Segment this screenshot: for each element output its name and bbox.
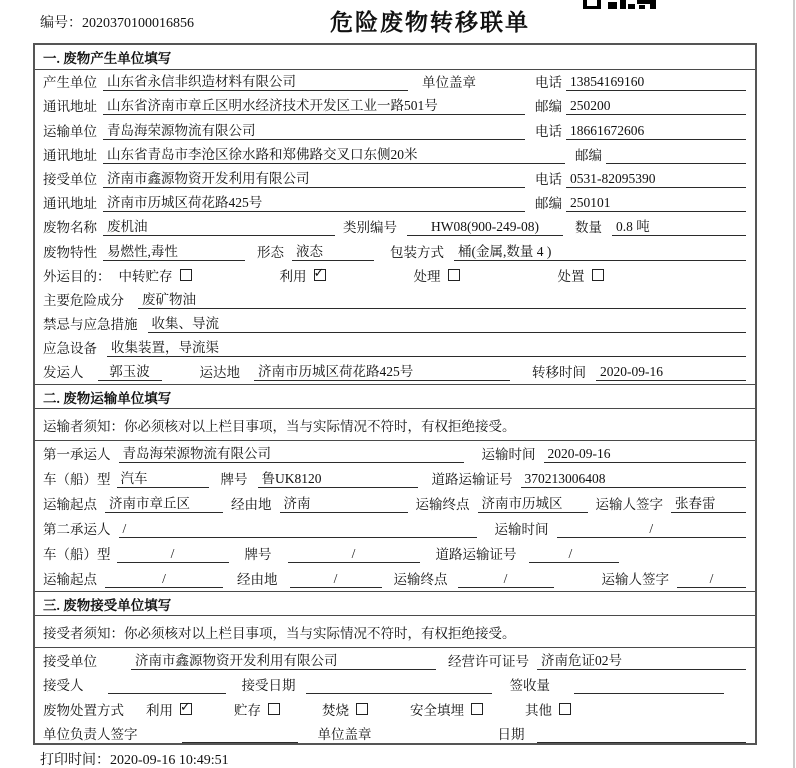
carrier1-value: 青岛海荣源物流有限公司	[119, 442, 464, 463]
plate1-value: 鲁UK8120	[258, 467, 418, 488]
qr-code-fragment	[583, 0, 657, 11]
vehicle2-row	[35, 541, 755, 566]
checkbox	[180, 269, 192, 281]
vehicle-type-label: 车（船）型	[43, 472, 111, 488]
checkbox	[559, 703, 571, 715]
transport-time1-value: 2020-09-16	[544, 446, 747, 463]
waste-name-label: 废物名称	[43, 220, 97, 236]
emergency-measures-row	[35, 312, 755, 336]
checkbox	[592, 269, 604, 281]
license-label: 经营许可证号	[448, 653, 529, 669]
taboo-value: 收集、导流	[148, 312, 747, 333]
checkbox	[314, 269, 326, 281]
transporter-sign-label: 运输人签字	[601, 572, 669, 588]
disposal-option-other: 其他	[525, 699, 571, 719]
receiver-address-value: 济南市历城区荷花路425号	[103, 191, 525, 212]
end1-value: 济南市历城区	[478, 492, 588, 513]
checkbox	[180, 703, 192, 715]
accept-date-value	[306, 677, 492, 694]
characteristics-value: 易燃性,毒性	[103, 240, 245, 261]
transporter-sign1-value: 张春雷	[671, 492, 746, 513]
quantity-label: 数量	[575, 220, 602, 236]
date-label: 日期	[497, 727, 525, 743]
section2-body	[35, 441, 755, 591]
transporter-zip-value	[606, 147, 746, 164]
section2-notice: 运输者须知：你必须核对以上栏目事项，当与实际情况不符时，有权拒绝接受。	[35, 409, 755, 441]
accept-unit-value: 济南市鑫源物资开发利用有限公司	[131, 649, 436, 670]
quantity-value: 0.8 吨	[612, 215, 746, 236]
section3-notice: 接受者须知：你必须核对以上栏目事项，当与实际情况不符时，有权拒绝接受。	[35, 616, 755, 648]
origin-label: 运输起点	[43, 497, 97, 513]
purpose-option-treat: 处理	[414, 265, 460, 285]
receiver-value: 济南市鑫源物资开发利用有限公司	[103, 167, 525, 188]
via-label: 经由地	[231, 497, 272, 513]
disposal-method-row	[35, 697, 755, 722]
purpose-option-dispose: 处置	[558, 265, 604, 285]
carrier2-value: /	[119, 521, 477, 538]
transporter-address-value: 山东省青岛市李沧区徐水路和郑佛路交叉口东侧20米	[103, 143, 565, 164]
transporter-phone-value: 18661672606	[566, 123, 746, 140]
purpose-option-utilize: 利用 ✓	[280, 265, 326, 285]
shipper-label: 发运人	[43, 365, 84, 381]
hazard-label: 主要危险成分	[43, 292, 124, 308]
disposal-option-landfill: 安全填埋	[410, 699, 483, 719]
section3-heading: 三. 废物接受单位填写	[35, 591, 755, 616]
license-value: 济南危证02号	[537, 649, 746, 670]
receiver-zip-value: 250101	[566, 195, 746, 212]
producer-zip-value: 250200	[566, 98, 746, 115]
shipper-row	[35, 360, 755, 384]
shipper-value: 郭玉波	[98, 360, 162, 381]
zip-label: 邮编	[535, 99, 562, 115]
waste-name-row	[35, 215, 755, 239]
road-permit-label: 道路运输证号	[431, 472, 513, 488]
transporter-sign2-value: /	[677, 571, 746, 588]
manifest-form	[33, 43, 757, 745]
plate-label: 牌号	[220, 472, 248, 488]
hazard-components-row	[35, 288, 755, 312]
phone-label: 电话	[535, 123, 562, 139]
origin-label: 运输起点	[43, 572, 97, 588]
origin2-value: /	[105, 571, 223, 588]
category-value: HW08(900-249-08)	[407, 219, 563, 236]
carrier2-label: 第二承运人	[43, 522, 111, 538]
transport-time-label: 运输时间	[494, 522, 549, 538]
zip-label: 邮编	[535, 196, 562, 212]
purpose-option-transfer-storage: 中转贮存	[119, 265, 192, 285]
address-label: 通讯地址	[43, 99, 97, 115]
route2-row	[35, 566, 755, 591]
category-label: 类别编号	[343, 220, 397, 236]
unit-seal-label: 单位盖章	[422, 75, 476, 91]
accept-unit-row	[35, 648, 755, 673]
packaging-label: 包装方式	[390, 244, 444, 260]
section1-heading: 一. 废物产生单位填写	[35, 45, 755, 70]
end2-value: /	[458, 571, 554, 588]
checkbox	[448, 269, 460, 281]
section1-body	[35, 70, 755, 384]
destination-label: 运达地	[199, 365, 240, 381]
print-time-value: 2020-09-16 10:49:51	[110, 753, 229, 768]
characteristics-label: 废物特性	[43, 244, 97, 260]
vehicle-type-label: 车（船）型	[43, 547, 111, 563]
transport-purpose-row	[35, 264, 755, 288]
road-permit1-value: 370213006408	[521, 471, 747, 488]
responsible-sign-value	[182, 726, 298, 743]
carrier1-label: 第一承运人	[43, 447, 111, 463]
transporter-address-row	[35, 143, 755, 167]
producer-phone-value: 13854169160	[566, 74, 746, 91]
end-label: 运输终点	[393, 572, 448, 588]
second-carrier-row	[35, 516, 755, 541]
transport-time-label: 运输时间	[481, 447, 536, 463]
plate2-value: /	[288, 546, 420, 563]
received-qty-label: 签收量	[509, 678, 550, 694]
hazard-value: 废矿物油	[138, 288, 746, 309]
road-permit-label: 道路运输证号	[435, 547, 517, 563]
section3-body	[35, 648, 755, 746]
equipment-value: 收集装置，导流渠	[107, 336, 746, 357]
transporter-sign-label: 运输人签字	[595, 497, 663, 513]
disposal-option-store: 贮存	[234, 699, 280, 719]
serial-number-line	[40, 12, 194, 32]
equipment-label: 应急设备	[43, 341, 97, 357]
receiver-row	[35, 167, 755, 191]
received-qty-value	[574, 677, 724, 694]
transporter-label: 运输单位	[43, 123, 97, 139]
acceptor-value	[108, 677, 226, 694]
form-label: 形态	[257, 244, 284, 260]
page-edge-line	[793, 0, 795, 768]
emergency-equipment-row	[35, 336, 755, 360]
via1-value: 济南	[280, 492, 408, 513]
unit-seal-label: 单位盖章	[317, 727, 372, 743]
print-time-label: 打印时间：	[40, 753, 110, 768]
date-value	[537, 726, 747, 743]
producer-address-value: 山东省济南市章丘区明水经济技术开发区工业一路501号	[103, 94, 525, 115]
producer-row	[35, 70, 755, 94]
first-carrier-row	[35, 441, 755, 466]
section2-heading: 二. 废物运输单位填写	[35, 384, 755, 409]
purpose-label: 外运目的：	[43, 268, 111, 284]
vehicle1-row	[35, 466, 755, 491]
zip-label: 邮编	[575, 147, 602, 163]
road-permit2-value: /	[529, 546, 619, 563]
disposal-option-utilize: 利用 ✓	[146, 699, 192, 719]
taboo-label: 禁忌与应急措施	[43, 317, 138, 333]
accept-unit-label: 接受单位	[43, 653, 97, 669]
form-value: 液态	[292, 240, 374, 261]
checkbox	[356, 703, 368, 715]
transporter-row	[35, 118, 755, 142]
producer-address-row	[35, 94, 755, 118]
page-title: 危险废物转移联单	[330, 10, 530, 35]
disposal-option-incinerate: 焚烧	[322, 699, 368, 719]
vehicle-type2-value: /	[117, 546, 229, 563]
transfer-date-value: 2020-09-16	[596, 364, 746, 381]
packaging-value: 桶(金属,数量 4 )	[454, 240, 746, 261]
receiver-label: 接受单位	[43, 171, 97, 187]
receiver-address-row	[35, 191, 755, 215]
origin1-value: 济南市章丘区	[105, 492, 223, 513]
address-label: 通讯地址	[43, 196, 97, 212]
acceptor-label: 接受人	[43, 678, 84, 694]
destination-value: 济南市历城区荷花路425号	[254, 360, 510, 381]
plate-label: 牌号	[244, 547, 272, 563]
phone-label: 电话	[535, 171, 562, 187]
producer-value: 山东省永信非织造材料有限公司	[103, 70, 408, 91]
phone-label: 电话	[535, 75, 562, 91]
address-label: 通讯地址	[43, 147, 97, 163]
disposal-label: 废物处置方式	[43, 702, 124, 718]
receiver-phone-value: 0531-82095390	[566, 171, 746, 188]
transport-time2-value: /	[557, 521, 747, 538]
via-label: 经由地	[237, 572, 278, 588]
transfer-date-label: 转移时间	[532, 365, 586, 381]
route1-row	[35, 491, 755, 516]
waste-name-value: 废机油	[103, 215, 335, 236]
via2-value: /	[290, 571, 382, 588]
acceptor-row	[35, 673, 755, 698]
transporter-value: 青岛海荣源物流有限公司	[103, 119, 525, 140]
responsible-sign-label: 单位负责人签字	[43, 727, 138, 743]
checkbox	[268, 703, 280, 715]
waste-characteristics-row	[35, 239, 755, 263]
serial-value: 2020370100016856	[82, 16, 194, 31]
producer-label: 产生单位	[43, 75, 97, 91]
serial-label: 编号：	[40, 16, 82, 31]
print-time-line	[40, 749, 229, 768]
checkbox	[471, 703, 483, 715]
responsible-sign-row	[35, 722, 755, 747]
accept-date-label: 接受日期	[241, 678, 296, 694]
vehicle-type1-value: 汽车	[117, 467, 209, 488]
end-label: 运输终点	[415, 497, 470, 513]
